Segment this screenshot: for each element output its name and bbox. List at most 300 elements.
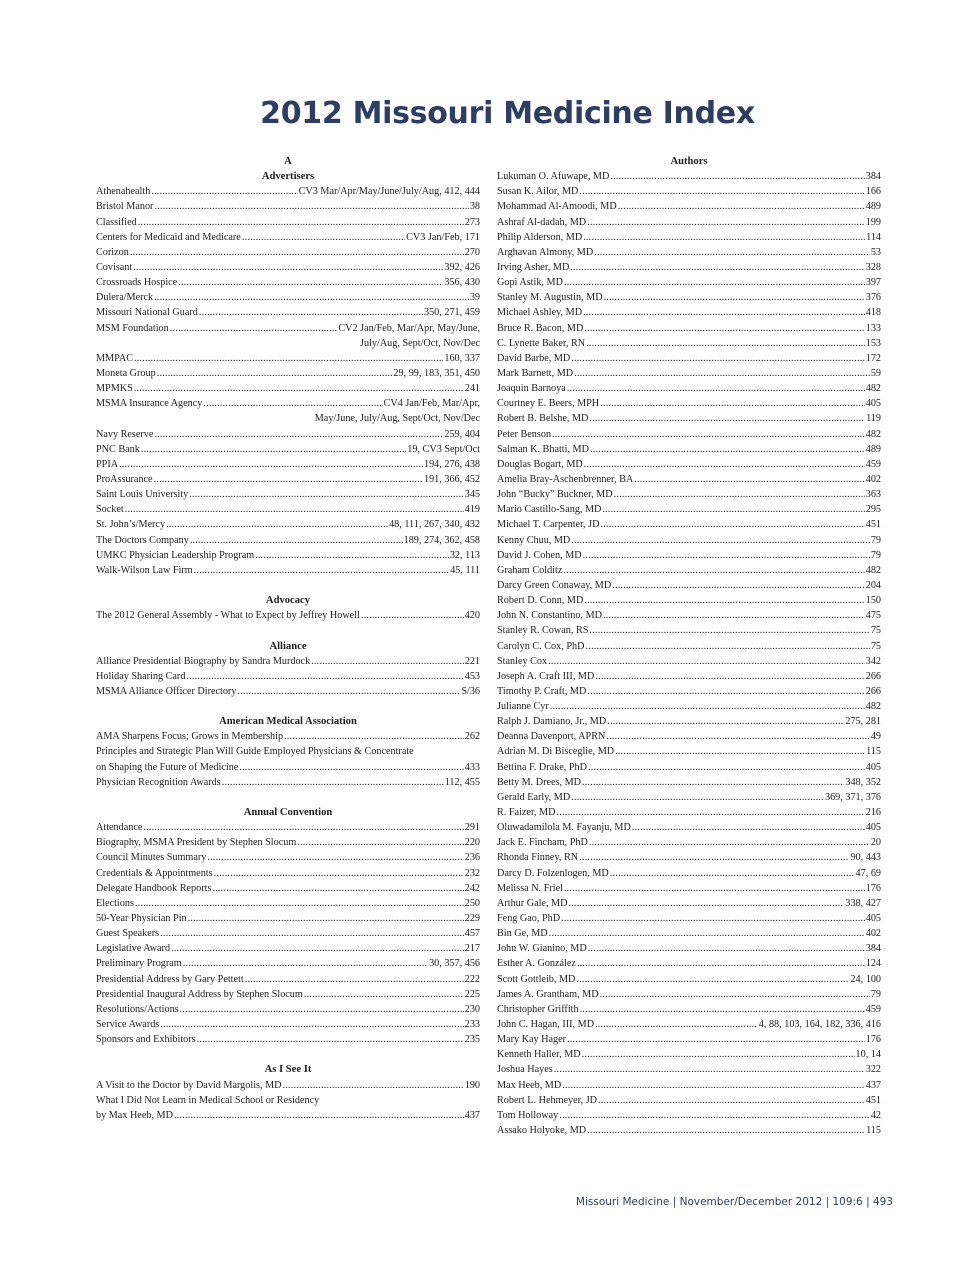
dot-leader — [130, 245, 464, 260]
entry-pages: 112, 455 — [444, 776, 480, 788]
entry-name: MSMA Alliance Officer Directory — [96, 685, 237, 697]
index-entry — [96, 381, 480, 396]
index-entry — [497, 1032, 881, 1047]
entry-pages: 32, 113 — [449, 549, 480, 561]
dot-leader — [160, 1017, 463, 1032]
entry-name: Stanley M. Augustin, MD — [497, 292, 603, 304]
index-entry — [497, 1062, 881, 1077]
entry-pages: 266 — [865, 670, 881, 682]
index-entry — [497, 305, 881, 320]
entry-name: Preliminary Program — [96, 958, 182, 970]
entry-pages: 189, 274, 362, 458 — [403, 534, 480, 546]
entry-name: Holiday Sharing Card — [96, 670, 186, 682]
dot-leader — [577, 956, 865, 971]
index-entry — [497, 881, 881, 896]
dot-leader — [154, 199, 468, 214]
entry-name: Rhonda Finney, RN — [497, 852, 579, 864]
dot-leader — [583, 305, 865, 320]
dot-leader — [564, 881, 865, 896]
entry-name: Mary Kay Hager — [497, 1034, 567, 1046]
index-entry — [96, 654, 480, 669]
entry-name: Covisant — [96, 261, 133, 273]
entry-name: John W. Gianino, MD — [497, 943, 587, 955]
index-entry — [96, 517, 480, 532]
entry-pages: 328 — [865, 261, 881, 273]
index-entry — [497, 744, 881, 759]
index-entry — [497, 366, 881, 381]
dot-leader — [237, 684, 460, 699]
entry-pages: 405 — [865, 913, 881, 925]
entry-name: Athenahealth — [96, 186, 151, 198]
entry-name: Graham Colditz — [497, 564, 563, 576]
entry-name: Oluwadamilola M. Fayanju, MD — [497, 822, 631, 834]
entry-pages: 295 — [865, 504, 881, 516]
entry-pages: 49 — [870, 731, 881, 743]
dot-leader — [583, 548, 870, 563]
entry-name: Christopher Griffith — [497, 1003, 579, 1015]
dot-leader — [600, 396, 865, 411]
dot-leader — [582, 1047, 855, 1062]
entry-name: The 2012 General Assembly - What to Expect by Jeffrey Howell — [96, 610, 360, 622]
dot-leader — [586, 336, 865, 351]
index-entry — [96, 275, 480, 290]
dot-leader — [125, 502, 464, 517]
entry-name: Deanna Davenport, APRN — [497, 731, 606, 743]
dot-leader — [222, 775, 444, 790]
dot-leader — [603, 608, 865, 623]
index-entry — [497, 790, 881, 805]
entry-pages: 115 — [866, 1125, 881, 1136]
entry-name: David J. Cohen, MD — [497, 549, 582, 561]
index-entry — [96, 941, 480, 956]
entry-name: Dulera/Merck — [96, 292, 154, 304]
entry-pages: 38 — [469, 201, 480, 213]
entry-pages: 489 — [865, 443, 881, 455]
dot-leader — [582, 775, 844, 790]
section-heading: As I See It — [264, 1064, 312, 1076]
entry-pages: 482 — [865, 383, 881, 395]
index-entry — [96, 850, 480, 865]
index-entry — [96, 775, 480, 790]
entry-pages: 119 — [866, 413, 881, 425]
entry-pages: 53 — [870, 246, 881, 258]
index-entry-text: Principles and Strategic Plan Will Guide Employed Physicians & Concentrate — [96, 746, 414, 758]
index-entry — [497, 184, 881, 199]
entry-name: Mark Barnett, MD — [497, 367, 574, 379]
index-entry — [96, 1002, 480, 1017]
entry-pages: 75 — [870, 640, 881, 652]
dot-leader — [589, 411, 865, 426]
entry-name: Esther A. González — [497, 958, 576, 970]
section-spacer — [96, 578, 480, 593]
entry-name: Ralph J. Damiano, Jr., MD — [497, 716, 607, 728]
entry-pages: 397 — [865, 277, 881, 289]
entry-name: Elections — [96, 897, 134, 909]
entry-name: John “Bucky” Buckner, MD — [497, 489, 613, 501]
entry-pages: 217 — [464, 943, 480, 955]
dot-leader — [154, 472, 423, 487]
entry-pages: 475 — [865, 610, 881, 622]
dot-leader — [614, 487, 865, 502]
entry-pages: 457 — [464, 928, 480, 940]
entry-name: PPIA — [96, 458, 119, 470]
entry-pages: 48, 111, 267, 340, 432 — [389, 519, 480, 531]
dot-leader — [590, 442, 865, 457]
entry-pages: 402 — [865, 928, 881, 940]
dot-leader — [297, 835, 463, 850]
index-entry — [497, 1002, 881, 1017]
index-entry — [497, 502, 881, 517]
dot-leader — [141, 442, 406, 457]
entry-name: Gerald Early, MD — [497, 791, 571, 803]
index-entry — [96, 684, 480, 699]
section-heading: A — [284, 156, 292, 167]
page-title: 2012 Missouri Medicine Index — [260, 96, 755, 131]
index-entry — [497, 457, 881, 472]
index-entry — [497, 972, 881, 987]
dot-leader — [587, 215, 865, 230]
index-entry — [96, 442, 480, 457]
index-entry — [96, 457, 480, 472]
entry-pages: 451 — [865, 1094, 881, 1106]
index-entry — [497, 835, 881, 850]
index-entry — [497, 487, 881, 502]
entry-pages: 419 — [464, 504, 480, 516]
entry-pages: 273 — [464, 216, 480, 228]
entry-pages: 45, 111 — [450, 564, 480, 576]
entry-name: PNC Bank — [96, 443, 140, 455]
section-heading: Advocacy — [265, 595, 311, 607]
index-entry-continuation: July/Aug, Sept/Oct, Nov/Dec — [360, 337, 480, 349]
left-column — [96, 154, 480, 1123]
index-entry — [96, 366, 480, 381]
entry-pages: 437 — [865, 1079, 881, 1091]
dot-leader — [559, 1108, 870, 1123]
index-entry — [497, 639, 881, 654]
entry-name: Classified — [96, 216, 137, 228]
dot-leader — [284, 729, 464, 744]
entry-name: Salman K. Bhatti, MD — [497, 443, 589, 455]
entry-name: John C. Hagan, III, MD — [497, 1019, 595, 1031]
dot-leader — [170, 321, 338, 336]
entry-pages: 190 — [464, 1079, 480, 1091]
entry-name: Bruce R. Bacon, MD — [497, 322, 584, 334]
dot-leader — [134, 351, 443, 366]
dot-leader — [570, 260, 864, 275]
index-entry — [497, 926, 881, 941]
index-entry — [497, 911, 881, 926]
dot-leader — [304, 987, 464, 1002]
entry-name: Arthur Gale, MD — [497, 897, 568, 909]
entry-pages: 79 — [870, 549, 881, 561]
section-heading: Annual Convention — [243, 807, 333, 819]
dot-leader — [588, 941, 865, 956]
entry-pages: 482 — [865, 428, 881, 440]
entry-name: Joaquin Barnoya — [497, 383, 566, 395]
entry-name: Michael T. Carpenter, JD — [497, 519, 600, 531]
dot-leader — [583, 230, 865, 245]
index-entry — [96, 548, 480, 563]
dot-leader — [632, 820, 865, 835]
section-spacer — [96, 1047, 480, 1062]
dot-leader — [564, 275, 865, 290]
entry-pages: 405 — [865, 761, 881, 773]
entry-pages: 376 — [865, 292, 881, 304]
index-entry — [96, 820, 480, 835]
index-entry — [96, 972, 480, 987]
entry-pages: 194, 276, 438 — [423, 458, 480, 470]
entry-pages: 384 — [865, 171, 881, 183]
entry-pages: 363 — [865, 489, 881, 501]
dot-leader — [580, 1002, 865, 1017]
index-entry — [96, 669, 480, 684]
entry-name: Centers for Medicaid and Medicare — [96, 231, 241, 243]
entry-name: Irving Asher, MD — [497, 261, 570, 273]
entry-pages: 39 — [469, 292, 480, 304]
dot-leader — [579, 184, 864, 199]
index-entry — [497, 1093, 881, 1108]
entry-pages: 114 — [866, 231, 881, 243]
entry-name: Robert D. Conn, MD — [497, 595, 584, 607]
entry-pages: 220 — [464, 837, 480, 849]
page-footer: Missouri Medicine | November/December 2012 | 109:6 | 493 — [575, 1196, 893, 1208]
entry-pages: 392, 426 — [444, 261, 480, 273]
entry-name: Socket — [96, 504, 124, 516]
entry-name: MSMA Insurance Agency — [96, 398, 203, 410]
entry-pages: 216 — [865, 807, 881, 819]
entry-pages: 275, 281 — [845, 716, 881, 728]
index-entry — [497, 517, 881, 532]
index-entry — [497, 699, 881, 714]
dot-leader — [589, 835, 870, 850]
entry-name: Mohammad Al-Amoodi, MD — [497, 201, 617, 213]
index-entry — [96, 1032, 480, 1047]
index-entry — [96, 351, 480, 366]
dot-leader — [180, 1002, 464, 1017]
index-entry — [497, 381, 881, 396]
section-heading: American Medical Association — [219, 716, 357, 728]
entry-name: Corizon — [96, 246, 129, 258]
entry-name: Presidential Inaugural Address by Stephen Slocum — [96, 988, 303, 1000]
dot-leader — [166, 517, 388, 532]
entry-name: Melissa N. Friel — [497, 882, 563, 894]
right-column — [497, 154, 881, 1138]
entry-pages: 437 — [464, 1109, 480, 1121]
index-entry — [96, 866, 480, 881]
entry-pages: 262 — [464, 731, 480, 743]
index-entry — [497, 593, 881, 608]
index-entry — [497, 1047, 881, 1062]
entry-name: A Visit to the Doctor by David Margolis, MD — [96, 1079, 282, 1091]
dot-leader — [604, 290, 865, 305]
dot-leader — [607, 714, 844, 729]
section-spacer — [96, 790, 480, 805]
dot-leader — [548, 654, 865, 669]
index-entry — [497, 623, 881, 638]
index-entry — [96, 245, 480, 260]
index-entry — [497, 684, 881, 699]
entry-pages: 482 — [865, 564, 881, 576]
entry-name: The Doctors Company — [96, 534, 189, 546]
dot-leader — [588, 760, 865, 775]
index-entry — [96, 487, 480, 502]
dot-leader — [183, 956, 428, 971]
entry-name: Scott Gottleib, MD — [497, 973, 576, 985]
entry-pages: 369, 371, 376 — [824, 791, 881, 803]
entry-name: Presidential Address by Gary Pettett — [96, 973, 244, 985]
entry-pages: 79 — [870, 534, 881, 546]
index-entry — [497, 215, 881, 230]
entry-name: Bettina F. Drake, PhD — [497, 761, 588, 773]
dot-leader — [576, 972, 849, 987]
dot-leader — [239, 760, 463, 775]
entry-name: 50-Year Physician Pin — [96, 913, 187, 925]
index-entry — [497, 260, 881, 275]
dot-leader — [579, 850, 849, 865]
dot-leader — [567, 381, 865, 396]
index-entry — [497, 956, 881, 971]
entry-pages: 79 — [870, 988, 881, 1000]
entry-name: Missouri National Guard — [96, 307, 198, 319]
entry-pages: 75 — [870, 625, 881, 637]
dot-leader — [595, 1017, 758, 1032]
entry-name: Amelia Bray-Aschenbrenner, BA — [497, 473, 634, 485]
entry-name: C. Lynette Baker, RN — [497, 337, 586, 349]
entry-name: on Shaping the Future of Medicine — [96, 761, 239, 773]
index-entry — [96, 1017, 480, 1032]
dot-leader — [178, 275, 443, 290]
entry-pages: 451 — [865, 519, 881, 531]
entry-pages: 230 — [464, 1003, 480, 1015]
entry-name: Max Heeb, MD — [497, 1079, 562, 1091]
entry-pages: 270 — [464, 246, 480, 258]
index-entry — [96, 199, 480, 214]
section-heading: Authors — [670, 156, 708, 167]
index-entry — [497, 442, 881, 457]
dot-leader — [562, 1078, 864, 1093]
entry-pages: 90, 443 — [850, 852, 881, 864]
entry-name: AMA Sharpens Focus; Grows in Membership — [96, 731, 284, 743]
index-entry — [96, 230, 480, 245]
section-spacer — [96, 699, 480, 714]
index-entry — [497, 548, 881, 563]
entry-name: Robert B. Belshe, MD — [497, 413, 589, 425]
index-entry — [497, 472, 881, 487]
index-entry — [96, 305, 480, 320]
index-entry — [497, 1108, 881, 1123]
index-entry — [96, 608, 480, 623]
index-entry — [497, 275, 881, 290]
entry-pages: 30, 357, 456 — [429, 958, 480, 970]
dot-leader — [283, 1078, 464, 1093]
dot-leader — [587, 1123, 865, 1138]
index-entry — [96, 502, 480, 517]
entry-name: Navy Reserve — [96, 428, 154, 440]
entry-name: Philip Alderson, MD — [497, 231, 583, 243]
entry-name: Douglas Bogart, MD — [497, 458, 583, 470]
entry-pages: 133 — [865, 322, 881, 334]
entry-name: Bin Ge, MD — [497, 928, 548, 940]
entry-pages: 225 — [464, 988, 480, 1000]
dot-leader — [567, 1032, 865, 1047]
dot-leader — [602, 502, 864, 517]
dot-leader — [598, 1093, 865, 1108]
index-entry — [96, 472, 480, 487]
index-entry — [497, 714, 881, 729]
dot-leader — [133, 260, 443, 275]
dot-leader — [595, 669, 864, 684]
entry-name: Kenneth Haller, MD — [497, 1049, 581, 1061]
entry-name: Betty M. Drees, MD — [497, 776, 582, 788]
entry-name: Stanley R. Cowan, RS — [497, 625, 589, 637]
dot-leader — [154, 290, 469, 305]
entry-name: Jack E. Fincham, PhD — [497, 837, 588, 849]
dot-leader — [199, 305, 423, 320]
entry-pages: 342 — [865, 655, 881, 667]
index-entry — [497, 199, 881, 214]
entry-pages: CV4 Jan/Feb, Mar/Apr, — [383, 398, 480, 410]
entry-pages: 20 — [870, 837, 881, 849]
entry-name: Tom Holloway — [497, 1109, 559, 1121]
dot-leader — [552, 427, 865, 442]
dot-leader — [600, 517, 864, 532]
entry-pages: 221 — [464, 655, 480, 667]
index-entry — [497, 427, 881, 442]
index-entry — [497, 336, 881, 351]
index-entry — [497, 775, 881, 790]
index-entry — [497, 563, 881, 578]
entry-pages: 115 — [866, 746, 881, 758]
index-entry — [497, 608, 881, 623]
dot-leader — [151, 184, 297, 199]
entry-pages: 489 — [865, 201, 881, 213]
dot-leader — [255, 548, 449, 563]
dot-leader — [212, 881, 463, 896]
entry-name: Feng Gao, PhD — [497, 913, 561, 925]
entry-name: Gopi Astik, MD — [497, 277, 563, 289]
dot-leader — [157, 366, 393, 381]
entry-pages: 402 — [865, 473, 881, 485]
entry-pages: 124 — [865, 958, 881, 970]
index-entry — [497, 321, 881, 336]
entry-pages: 356, 430 — [444, 277, 480, 289]
index-entry — [96, 760, 480, 775]
dot-leader — [361, 608, 464, 623]
index-entry — [497, 351, 881, 366]
entry-name: Julianne Cyr — [497, 701, 549, 713]
entry-pages: 242 — [464, 882, 480, 894]
dot-leader — [600, 987, 870, 1002]
index-entry — [96, 1108, 480, 1123]
index-entry — [497, 941, 881, 956]
entry-pages: 160, 337 — [444, 352, 480, 364]
entry-name: Crossroads Hospice — [96, 277, 178, 289]
dot-leader — [612, 578, 865, 593]
entry-pages: 235 — [464, 1034, 480, 1046]
entry-pages: 453 — [464, 670, 480, 682]
entry-pages: 250 — [464, 897, 480, 909]
dot-leader — [190, 533, 403, 548]
dot-leader — [568, 896, 844, 911]
dot-leader — [311, 654, 464, 669]
index-entry — [96, 396, 480, 411]
dot-leader — [135, 896, 464, 911]
dot-leader — [606, 729, 869, 744]
index-entry — [96, 533, 480, 548]
entry-name: Council Minutes Summary — [96, 852, 207, 864]
entry-pages: CV3 Mar/Apr/May/June/July/Aug, 412, 444 — [298, 186, 480, 198]
dot-leader — [119, 457, 423, 472]
